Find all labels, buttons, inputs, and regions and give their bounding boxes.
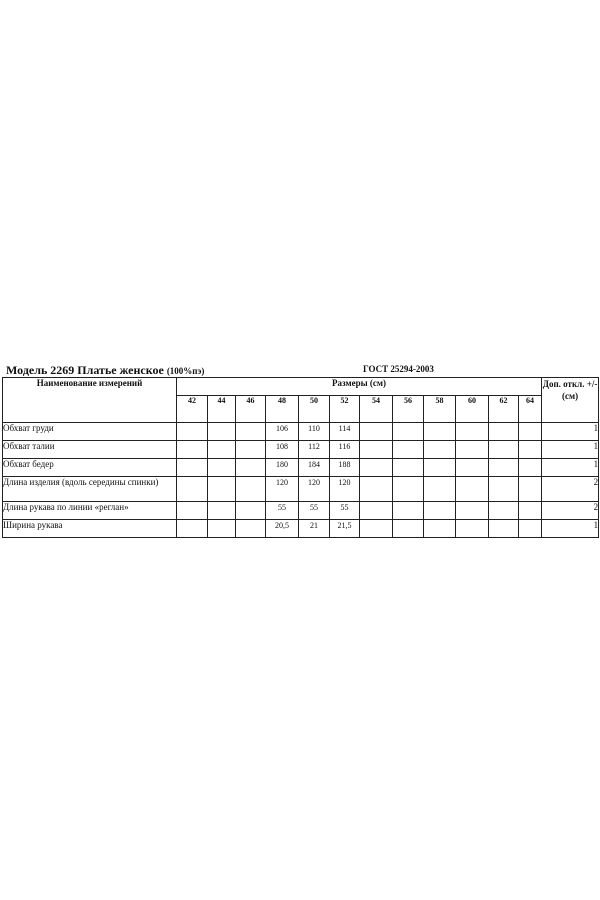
measurement-value-cell — [519, 520, 542, 538]
measurement-name-cell: Обхват груди — [3, 423, 177, 441]
measurement-value-cell — [519, 423, 542, 441]
measurement-value-cell — [360, 441, 393, 459]
measurement-value-cell: 188 — [330, 459, 360, 477]
measurement-value-cell — [424, 477, 456, 502]
measurement-value-cell — [456, 423, 489, 441]
measurement-value-cell: 116 — [330, 441, 360, 459]
table-row — [3, 502, 599, 520]
measurement-value-cell — [489, 459, 519, 477]
measurement-value-cell — [424, 423, 456, 441]
measurement-value-cell: 108 — [266, 441, 299, 459]
measurement-name-cell: Обхват талии — [3, 441, 177, 459]
measurement-value-cell — [424, 441, 456, 459]
measurement-value-cell — [208, 441, 236, 459]
measurement-value-cell — [489, 423, 519, 441]
measurement-value-cell — [360, 459, 393, 477]
measurement-value-cell: 55 — [330, 502, 360, 520]
tolerance-cell: 1 — [542, 441, 599, 459]
measurement-value-cell — [236, 520, 266, 538]
measurement-value-cell — [489, 502, 519, 520]
size-header-cell: 64 — [519, 396, 542, 423]
measurement-name-cell: Длина рукава по линии «реглан» — [3, 502, 177, 520]
table-row — [3, 459, 599, 477]
measurement-value-cell — [177, 423, 208, 441]
measurement-rows — [3, 423, 599, 538]
size-header-cell: 44 — [208, 396, 236, 423]
measurement-value-cell — [360, 477, 393, 502]
measurement-value-cell: 120 — [299, 477, 330, 502]
measurement-value-cell — [236, 477, 266, 502]
measurement-value-cell — [489, 477, 519, 502]
measurement-value-cell: 55 — [299, 502, 330, 520]
size-header-cell: 46 — [236, 396, 266, 423]
measurement-name-cell: Ширина рукава — [3, 520, 177, 538]
size-header-cell: 58 — [424, 396, 456, 423]
measurement-value-cell: 120 — [266, 477, 299, 502]
measurement-value-cell — [456, 441, 489, 459]
model-title — [6, 363, 204, 378]
measurement-value-cell: 114 — [330, 423, 360, 441]
measurement-value-cell — [360, 502, 393, 520]
measurement-value-cell — [393, 423, 424, 441]
size-table — [2, 377, 599, 538]
measurement-value-cell — [236, 502, 266, 520]
measurement-value-cell — [208, 477, 236, 502]
model-name: Модель 2269 Платье женское — [6, 363, 164, 377]
measurement-value-cell — [177, 441, 208, 459]
measurement-value-cell: 21,5 — [330, 520, 360, 538]
tolerance-cell: 1 — [542, 459, 599, 477]
table-row — [3, 423, 599, 441]
measurement-value-cell — [519, 477, 542, 502]
size-header-cell: 42 — [177, 396, 208, 423]
measurement-value-cell: 120 — [330, 477, 360, 502]
measurement-value-cell — [360, 520, 393, 538]
measurement-value-cell — [519, 502, 542, 520]
table-row — [3, 441, 599, 459]
measurement-value-cell — [236, 423, 266, 441]
measurement-value-cell — [393, 459, 424, 477]
measurement-value-cell — [360, 423, 393, 441]
measurement-value-cell — [236, 459, 266, 477]
measurement-value-cell — [208, 423, 236, 441]
measurement-name-cell: Обхват бедер — [3, 459, 177, 477]
size-header-cell: 50 — [299, 396, 330, 423]
table-row — [3, 477, 599, 502]
measurement-value-cell — [489, 520, 519, 538]
measurement-value-cell: 110 — [299, 423, 330, 441]
size-header-cell: 54 — [360, 396, 393, 423]
measurement-value-cell — [177, 502, 208, 520]
measurement-value-cell — [456, 520, 489, 538]
measurement-value-cell: 106 — [266, 423, 299, 441]
table-row — [3, 520, 599, 538]
document-header — [6, 363, 596, 377]
standard-label: ГОСТ 25294-2003 — [363, 364, 434, 374]
tolerance-cell: 2 — [542, 477, 599, 502]
measurement-value-cell — [393, 520, 424, 538]
measurement-value-cell — [424, 502, 456, 520]
measurement-value-cell: 180 — [266, 459, 299, 477]
measurement-value-cell — [519, 459, 542, 477]
measurement-value-cell — [456, 502, 489, 520]
tolerance-header: Доп. откл. +/- (см) — [542, 378, 599, 423]
measurement-value-cell — [489, 441, 519, 459]
tolerance-cell: 1 — [542, 520, 599, 538]
measurement-name-header: Наименование измерений — [3, 378, 177, 423]
measurement-value-cell — [424, 520, 456, 538]
tolerance-cell: 1 — [542, 423, 599, 441]
measurement-value-cell — [456, 459, 489, 477]
measurement-value-cell — [519, 441, 542, 459]
size-header-cell: 52 — [330, 396, 360, 423]
measurement-value-cell — [236, 441, 266, 459]
measurement-value-cell — [177, 459, 208, 477]
measurement-value-cell — [208, 520, 236, 538]
measurement-value-cell — [208, 459, 236, 477]
measurement-value-cell: 112 — [299, 441, 330, 459]
size-header-cell: 56 — [393, 396, 424, 423]
measurement-value-cell — [208, 502, 236, 520]
measurement-value-cell: 20,5 — [266, 520, 299, 538]
measurement-value-cell: 21 — [299, 520, 330, 538]
measurement-value-cell — [393, 477, 424, 502]
measurement-value-cell: 184 — [299, 459, 330, 477]
tolerance-cell: 2 — [542, 502, 599, 520]
size-header-cell: 62 — [489, 396, 519, 423]
measurement-value-cell — [177, 520, 208, 538]
measurement-name-cell: Длина изделия (вдоль середины спинки) — [3, 477, 177, 502]
sizes-header: Размеры (см) — [177, 378, 542, 396]
measurement-value-cell — [177, 477, 208, 502]
measurement-value-cell — [393, 502, 424, 520]
fabric-composition: (100%пэ) — [166, 366, 205, 376]
measurement-value-cell: 55 — [266, 502, 299, 520]
size-header-cell: 60 — [456, 396, 489, 423]
size-header-cell: 48 — [266, 396, 299, 423]
measurement-value-cell — [424, 459, 456, 477]
measurement-value-cell — [456, 477, 489, 502]
measurement-value-cell — [393, 441, 424, 459]
